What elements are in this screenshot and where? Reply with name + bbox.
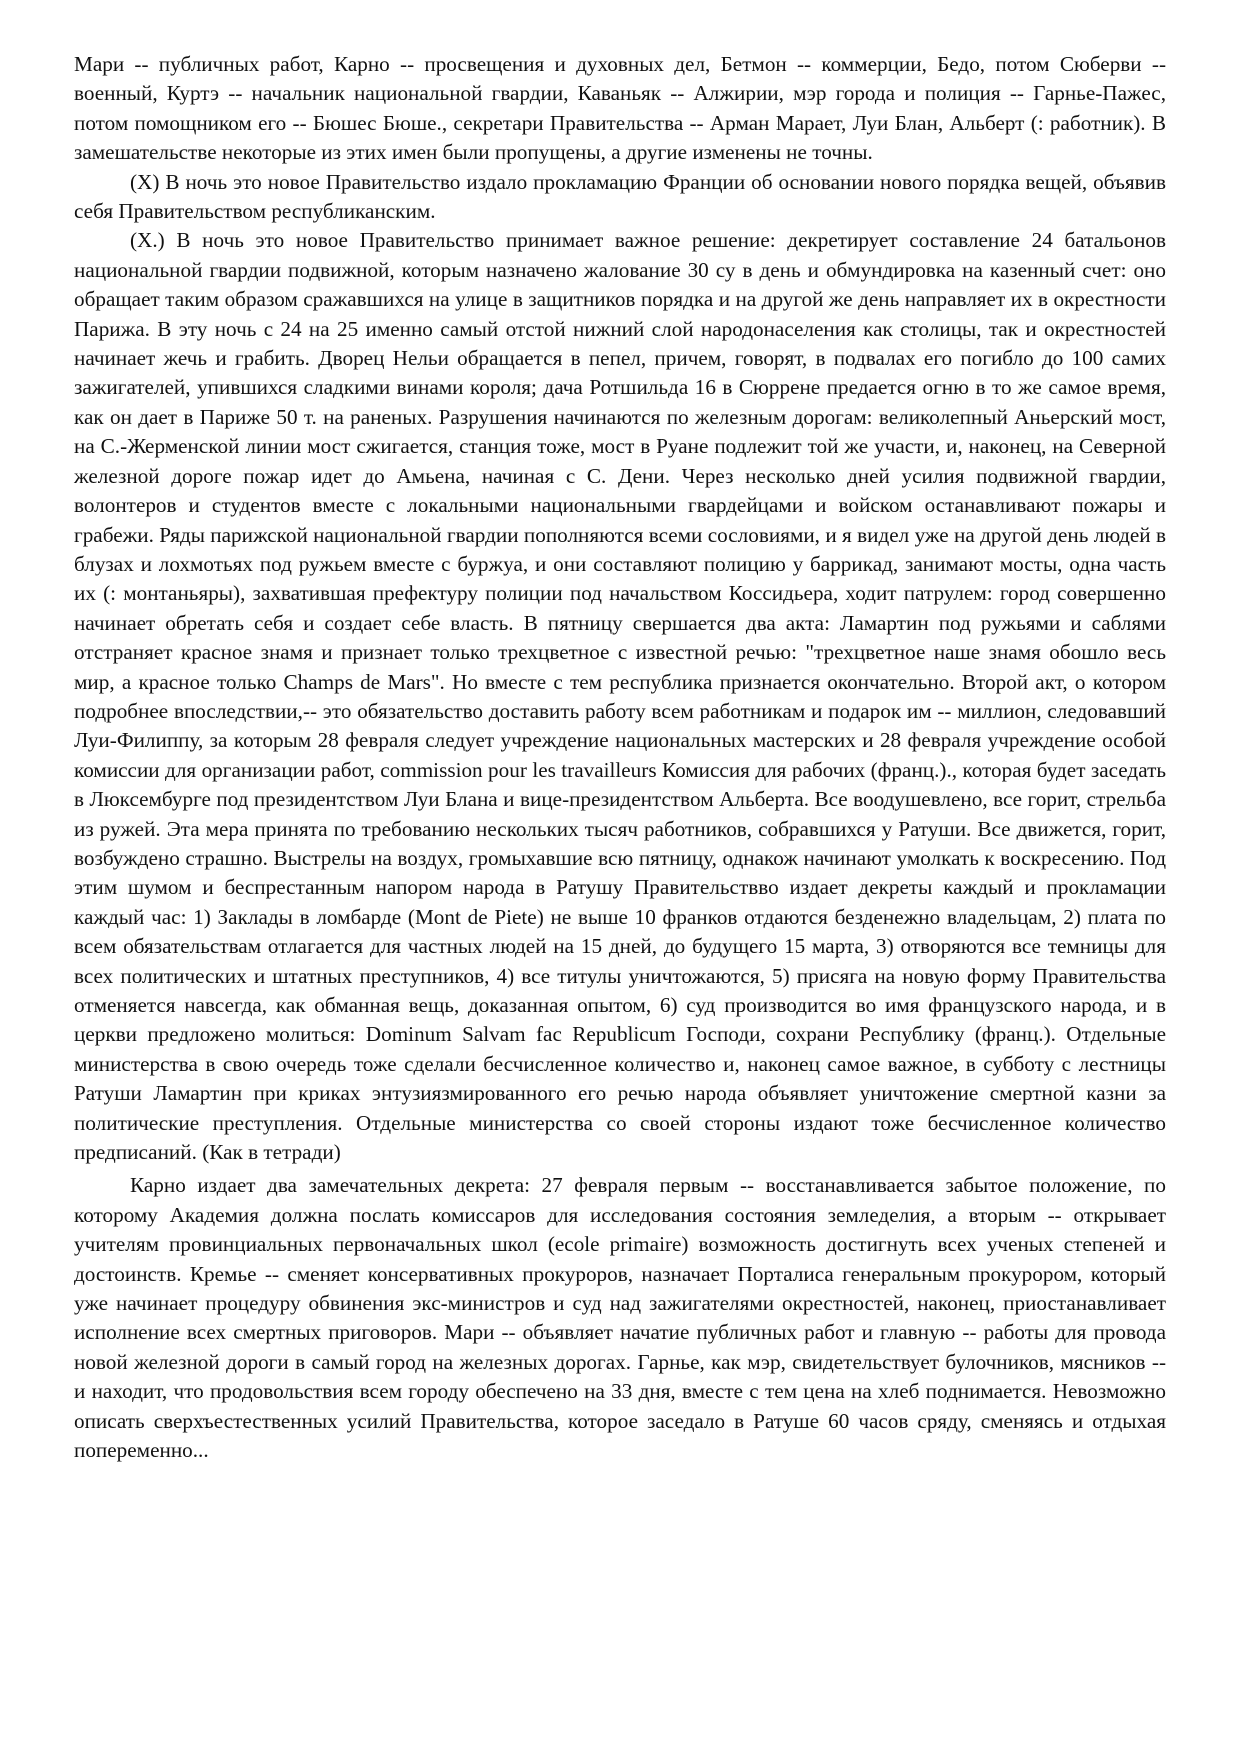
paragraph-proclamation: (X) В ночь это новое Правительство издало прокламацию Франции об основании нового порядка вещей, объявив себя Правительством республиканским. xyxy=(74,169,1166,224)
document-page xyxy=(74,50,1166,1466)
paragraph-ministers: Мари -- публичных работ, Карно -- просвещения и духовных дел, Бетмон -- коммерции, Бедо, потом Сюберви -- военный, Куртэ -- начальник национальной гвардии, Каваньяк -- Алжирии, мэр города и полиция -- Гарнье-Пажес, потом помощником его -- Бюшес Бюше., секретари Правительства -- Арман Марает, Луи Блан, Альберт (: работник). В замешательстве некоторые из этих имен были пропущены, а другие изменены не точны. xyxy=(74,52,1166,165)
paragraph-decrees: (X.) В ночь это новое Правительство принимает важное решение: декретирует составление 24 батальонов национальной гвардии подвижной, которым назначено жалование 30 су в день и обмундировка на казенный счет: оно обращает таким образом сражавшихся на улице в защитников порядка и на другой же день направляет их в окрестности Парижа. В эту ночь с 24 на 25 именно самый отстой нижний слой народонаселения как столицы, так и окрестностей начинает жечь и грабить. Дворец Нельи обращается в пепел, причем, говорят, в подвалах его погибло до 100 самих зажигателей, упившихся сладкими винами короля; дача Ротшильда 16 в Сюррене предается огню в то же самое время, как он дает в Париже 50 т. на раненых. Разрушения начинаются по железным дорогам: великолепный Аньерский мост, на С.-Жерменской линии мост сжигается, станция тоже, мост в Руане подлежит той же участи, и, наконец, на Северной железной дороге пожар идет до Амьена, начиная с С. Дени. Через несколько дней усилия подвижной гвардии, волонтеров и студентов вместе с локальными национальными гвардейцами и войском останавливают пожары и грабежи. Ряды парижской национальной гвардии пополняются всеми сословиями, и я видел уже на другой день людей в блузах и лохмотьях под ружьем вместе с буржуа, и они составляют полицию у баррикад, занимают мосты, одна часть их (: монтаньяры), захватившая префектуру полиции под начальством Коссидьера, ходит патрулем: город совершенно начинает обретать себя и создает себе власть. В пятницу свершается два акта: Ламартин под ружьями и саблями отстраняет красное знамя и признает только трехцветное с известной речью: "трехцветное наше знамя обошло весь мир, а красное только Champs de Mars". Но вместе с тем республика признается окончательно. Второй акт, о котором подробнее впоследствии,-- это обязательство доставить работу всем работникам и подарок им -- миллион, следовавший Луи-Филиппу, за которым 28 февраля следует учреждение национальных мастерских и 28 февраля учреждение особой комиссии для организации работ, commission pour les travailleurs Комиссия для рабочих (франц.)., которая будет заседать в Люксембурге под президентством Луи Блана и вице-президентством Альберта. Все воодушевлено, все горит, стрельба из ружей. Эта мера принята по требованию нескольких тысяч работников, собравшихся у Ратуши. Все движется, горит, возбуждено страшно. Выстрелы на воздух, громыхавшие всю пятницу, однакож начинают умолкать к воскресению. Под этим шумом и беспрестанным напором народа в Ратушу Правительствво издает декреты каждый и прокламации каждый час: 1) Заклады в ломбарде (Mont de Piete) не выше 10 франков отдаются безденежно владельцам, 2) плата по всем обязательствам отлагается для частных людей на 15 дней, до будущего 15 марта, 3) отворяются все темницы для всех политических и штатных преступников, 4) все титулы уничтожаются, 5) присяга на новую форму Правительства отменяется навсегда, как обманная вещь, доказанная опытом, 6) суд производится во имя французского народа, и в церкви предложено молиться: Dominum Salvam fac Republicum Господи, сохрани Республику (франц.). Отдельные министерства в свою очередь тоже сделали бесчисленное количество и, наконец самое важное, в субботу с лестницы Ратуши Ламартин при криках энтузиязмированного его речью народа объявляет уничтожение смертной казни за политические преступления. Отдельные министерства со своей стороны издают тоже бесчисленное количество предписаний. (Как в тетради) xyxy=(74,228,1166,1165)
paragraph-carnot: Карно издает два замечательных декрета: 27 февраля первым -- восстанавливается забытое положение, по которому Академия должна послать комиссаров для исследования состояния земледелия, а вторым -- открывает учителям провинциальных первоначальных школ (ecole primaire) возможность достигнуть всех ученых степеней и достоинств. Кремье -- сменяет консервативных прокуроров, назначает Порталиса генеральным прокурором, который уже начинает процедуру обвинения экс-министров и суд над зажигателями окрестностей, наконец, приостанавливает исполнение всех смертных приговоров. Мари -- объявляет начатие публичных работ и главную -- работы для провода новой железной дороги в самый город на железных дорогах. Гарнье, как мэр, свидетельствует булочников, мясников -- и находит, что продовольствия всем городу обеспечено на 33 дня, вместе с тем цена на хлеб поднимается. Невозможно описать сверхъестественных усилий Правительства, которое заседало в Ратуше 60 часов сряду, сменяясь и отдыхая попеременно... xyxy=(74,1173,1166,1463)
